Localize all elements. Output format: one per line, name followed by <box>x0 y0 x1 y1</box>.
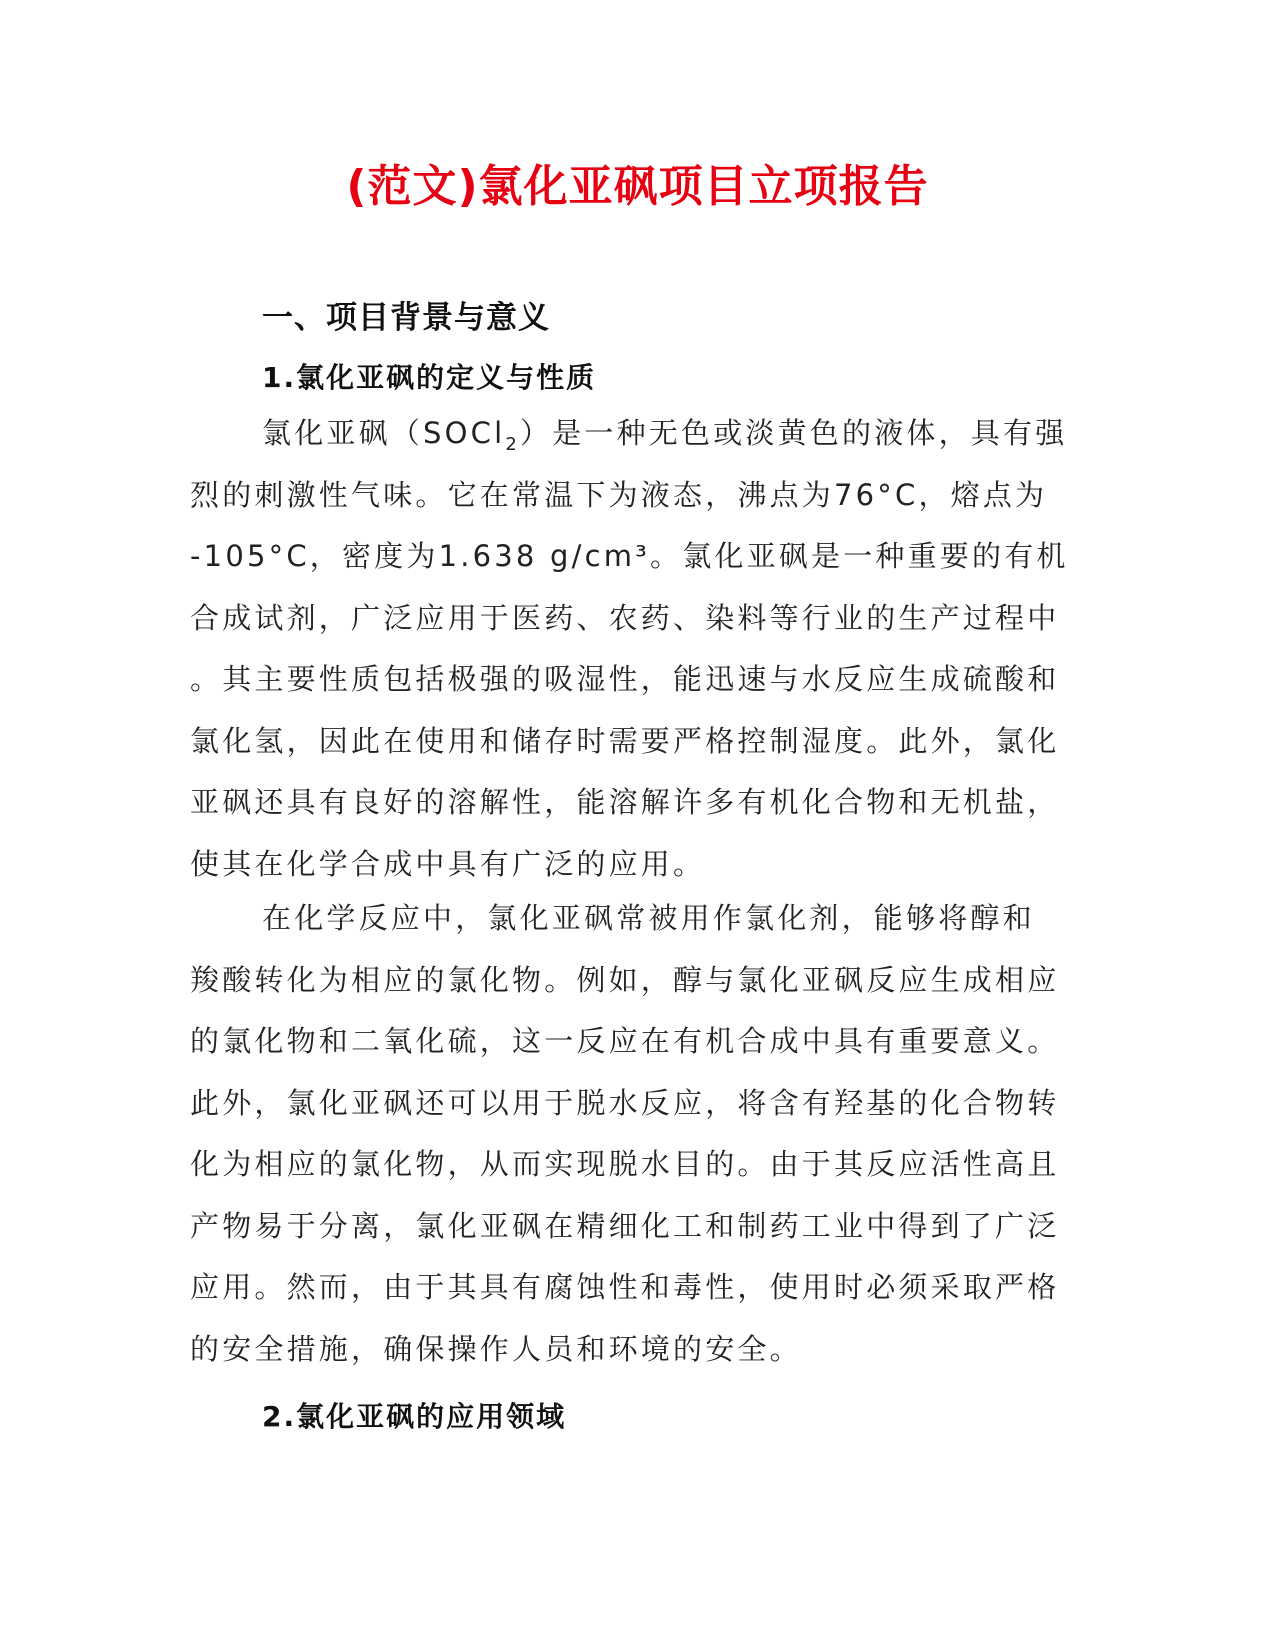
paragraph-line: -105°C，密度为1.638 g/cm³。氯化亚砜是一种重要的有机 <box>190 539 1069 573</box>
paragraph-line: 合成试剂，广泛应用于医药、农药、染料等行业的生产过程中 <box>190 600 1060 635</box>
subsection-heading-applications: 2.氯化亚砜的应用领域 <box>262 1400 567 1433</box>
line-text: ）是一种无色或淡黄色的液体，具有强 <box>520 416 1068 450</box>
paragraph-line: 亚砜还具有良好的溶解性，能溶解许多有机化合物和无机盐， <box>190 785 1060 819</box>
paragraph-line: 羧酸转化为相应的氯化物。例如，醇与氯化亚砜反应生成相应 <box>190 962 1060 997</box>
section-heading-background: 一、项目背景与意义 <box>262 300 550 336</box>
paragraph-reactions <box>190 888 1090 1380</box>
paragraph-line: 的氯化物和二氧化硫，这一反应在有机合成中具有重要意义。 <box>190 1024 1060 1058</box>
paragraph-line: 烈的刺激性气味。它在常温下为液态，沸点为76°C，熔点为 <box>190 477 1048 512</box>
paragraph-line: 应用。然而，由于其具有腐蚀性和毒性，使用时必须采取严格 <box>190 1270 1060 1304</box>
paragraph-line: 化为相应的氯化物，从而实现脱水目的。由于其反应活性高且 <box>190 1147 1060 1181</box>
paragraph-line: 产物易于分离，氯化亚砜在精细化工和制药工业中得到了广泛 <box>190 1208 1060 1243</box>
paragraph-line: 在化学反应中，氯化亚砜常被用作氯化剂，能够将醇和 <box>262 901 1035 935</box>
document-title: (范文)氯化亚砜项目立项报告 <box>346 161 929 212</box>
paragraph-definition <box>190 403 1090 895</box>
paragraph-line: 的安全措施，确保操作人员和环境的安全。 <box>190 1331 802 1366</box>
paragraph-line: 此外，氯化亚砜还可以用于脱水反应，将含有羟基的化合物转 <box>190 1085 1060 1120</box>
paragraph-line: 氯化氢，因此在使用和储存时需要严格控制湿度。此外，氯化 <box>190 723 1060 758</box>
paragraph-line <box>190 403 1090 465</box>
paragraph-line: 使其在化学合成中具有广泛的应用。 <box>190 846 706 881</box>
subsection-heading-definition: 1.氯化亚砜的定义与性质 <box>262 361 597 394</box>
paragraph-line: 。其主要性质包括极强的吸湿性，能迅速与水反应生成硫酸和 <box>190 662 1060 696</box>
line-text: 氯化亚砜（SOCl <box>262 416 506 450</box>
subscript-2: 2 <box>505 433 520 455</box>
